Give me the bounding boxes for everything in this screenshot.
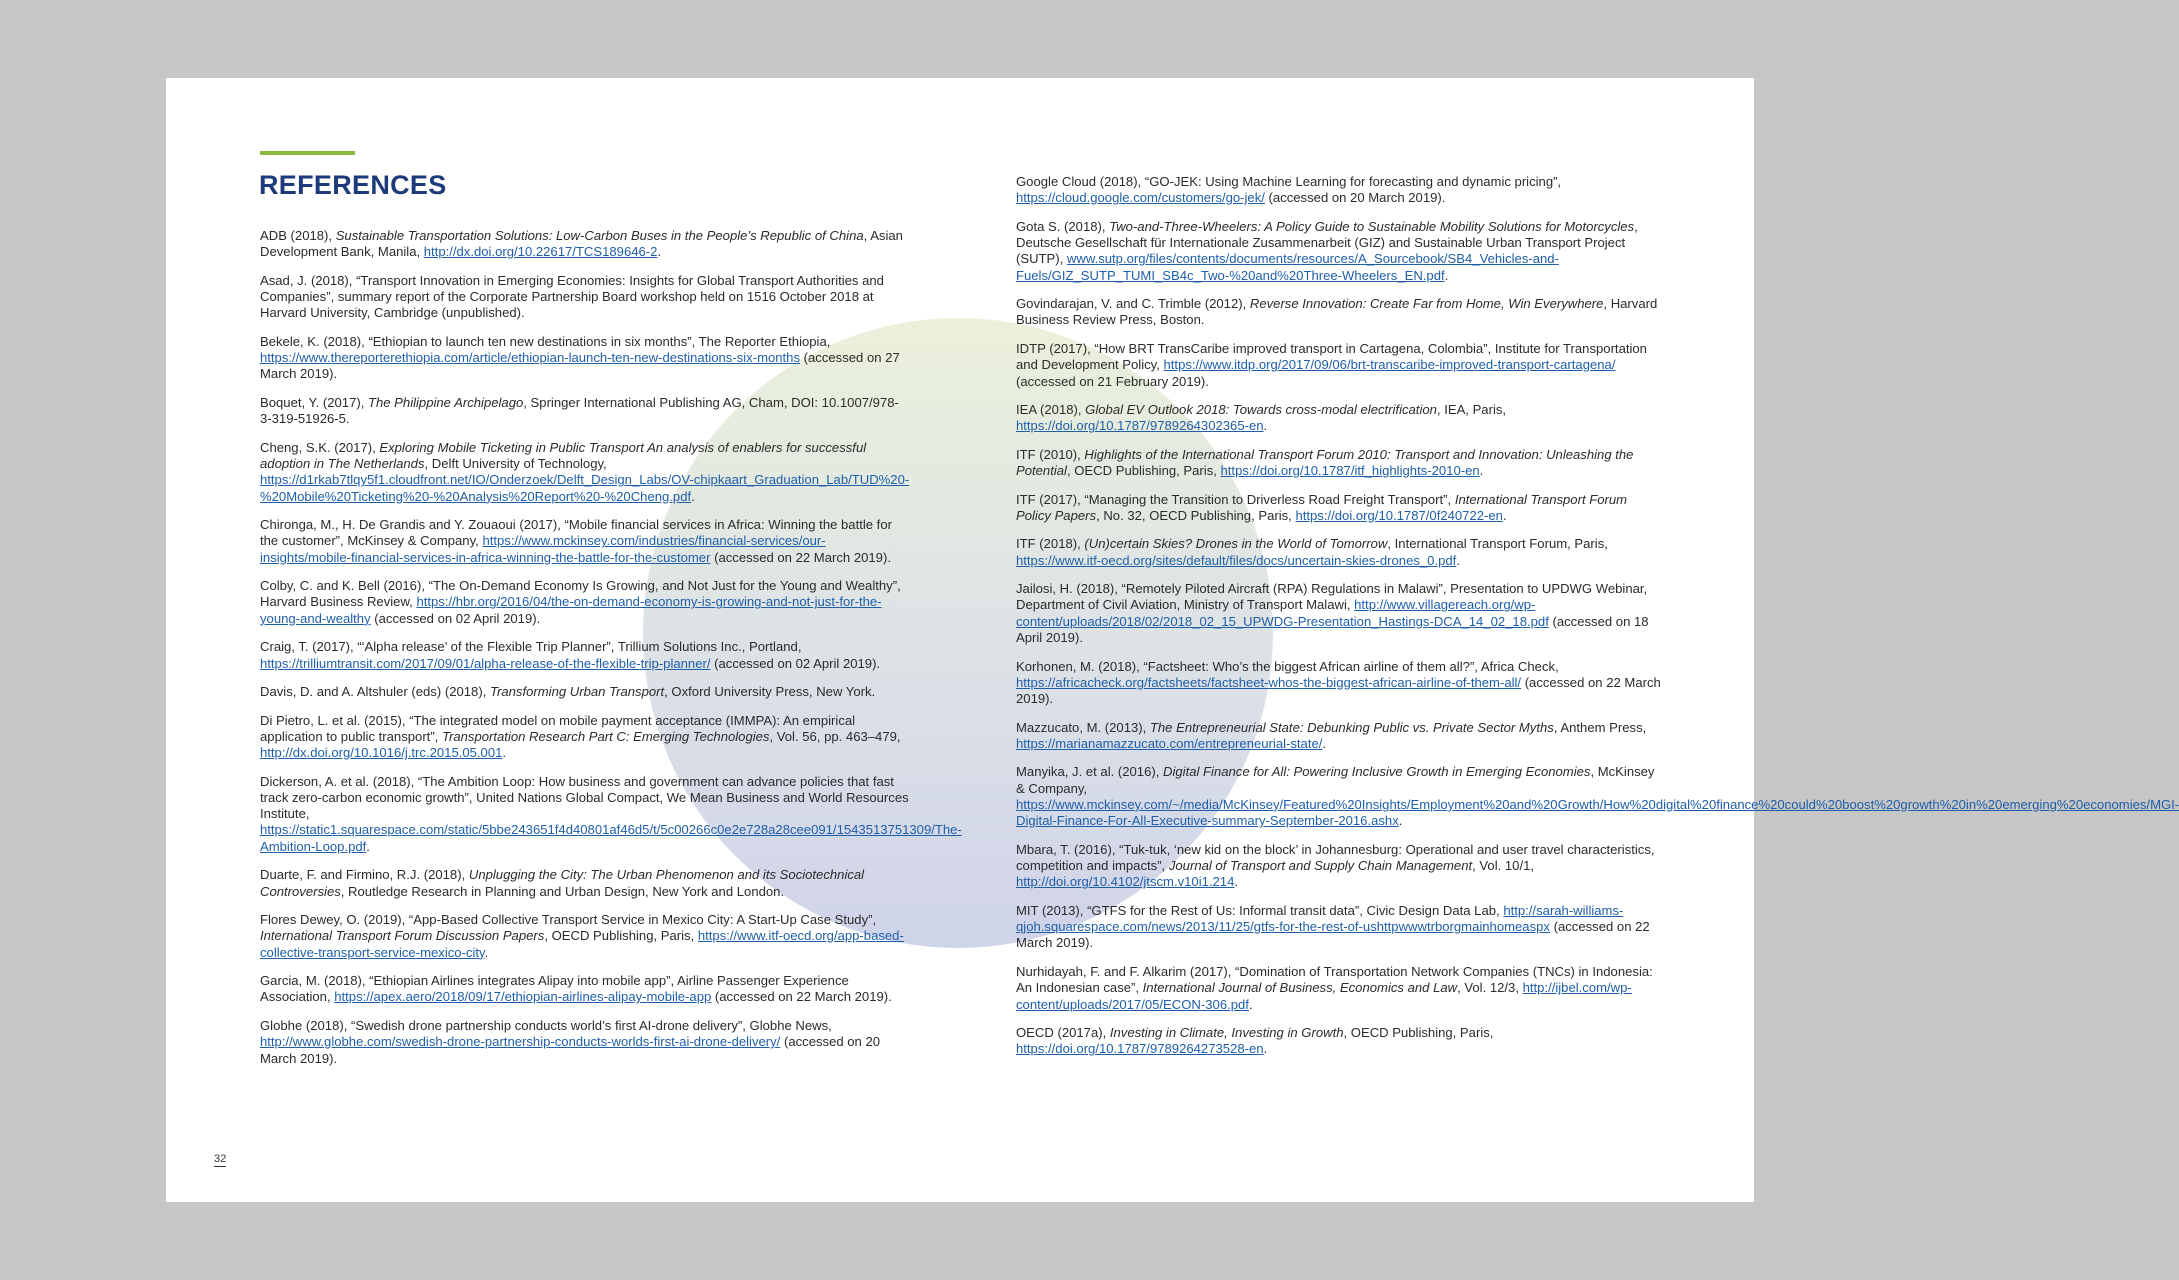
reference-title: The Entrepreneurial State: Debunking Public vs. Private Sector Myths bbox=[1149, 719, 1554, 735]
reference-title: Unplugging the City: The Urban Phenomenon and its Sociotechnical Controversies bbox=[260, 867, 865, 899]
reference-text: (accessed on 20 March 2019). bbox=[1264, 190, 1446, 206]
reference-title: Journal of Transport and Supply Chain Management bbox=[1168, 858, 1473, 874]
reference-link[interactable]: https://trilliumtransit.com/2017/09/01/alpha-release-of-the-flexible-trip-planner/ bbox=[260, 655, 711, 671]
reference-title: Highlights of the International Transport Forum 2010: Transport and Innovation: Unleashing the Potential bbox=[1016, 446, 1634, 479]
reference-text: . bbox=[1456, 552, 1460, 568]
reference-link[interactable]: https://d1rkab7tlqy5f1.cloudfront.net/IO/Onderzoek/Delft_Design_Labs/OV-chipkaart_Graduation_Lab/TUD%20-%20Mobile%20Ticketing%20-%20Analysis%20Report%20-%20Cheng.pdf bbox=[260, 472, 910, 504]
reference-text: Asad, J. (2018), “Transport Innovation in Emerging Economies: Insights for Global Transport Authorities and Companies”, summary report of the Corporate Partnership Board workshop held on 1516 October 2018 at Harvard University, Cambridge (unpublished). bbox=[260, 272, 884, 321]
reference-entry bbox=[260, 1018, 910, 1067]
reference-text: Korhonen, M. (2018), “Factsheet: Who’s the biggest African airline of them all?”, Africa Check, bbox=[1016, 658, 1559, 674]
reference-text: . bbox=[691, 488, 695, 504]
reference-text: , Delft University of Technology, bbox=[424, 456, 607, 472]
reference-text: . bbox=[1263, 1041, 1268, 1057]
reference-entry bbox=[1016, 174, 1664, 207]
reference-entry bbox=[1016, 720, 1664, 753]
reference-text: , International Transport Forum, Paris, bbox=[1387, 536, 1608, 552]
reference-text: , Springer International Publishing AG, Cham, DOI: 10.1007/978-3-319-51926-5. bbox=[260, 394, 899, 427]
reference-entry bbox=[1016, 659, 1664, 708]
references-column-left bbox=[260, 228, 962, 1079]
reference-text: Davis, D. and A. Altshuler (eds) (2018), bbox=[260, 684, 490, 700]
page-number: 32 bbox=[214, 1153, 227, 1165]
reference-text: Duarte, F. and Firmino, R.J. (2018), bbox=[260, 867, 469, 883]
reference-link[interactable]: https://doi.org/10.1787/0f240722-en bbox=[1295, 507, 1503, 523]
reference-text: , OECD Publishing, Paris, bbox=[1066, 463, 1221, 479]
reference-title: The Philippine Archipelago bbox=[367, 394, 524, 410]
reference-link[interactable]: http://dx.doi.org/10.1016/j.trc.2015.05.001 bbox=[260, 745, 503, 761]
reference-link[interactable]: https://www.itf-oecd.org/sites/default/files/docs/uncertain-skies-drones_0.pdf bbox=[1016, 552, 1457, 568]
reference-entry bbox=[260, 639, 910, 672]
reference-text: , Routledge Research in Planning and Urban Design, New York and London. bbox=[340, 883, 785, 899]
reference-text: . bbox=[1322, 735, 1327, 751]
reference-text: , Deutsche Gesellschaft für Internationale Zusammenarbeit (GIZ) and Sustainable Urban Transport Project (SUTP), bbox=[1016, 218, 1638, 267]
reference-entry bbox=[260, 973, 910, 1006]
reference-text: Gota S. (2018), bbox=[1016, 218, 1110, 234]
reference-text: Dickerson, A. et al. (2018), “The Ambition Loop: How business and government can advance policies that fast track zero-carbon economic growth”, United Nations Global Compact, We Mean Business and World Resources Institute, bbox=[260, 773, 909, 822]
heading-accent-rule bbox=[260, 151, 355, 155]
reference-title: Transportation Research Part C: Emerging Technologies bbox=[441, 728, 770, 744]
reference-text: Di Pietro, L. et al. (2015), “The integrated model on mobile payment acceptance (IMMPA): An empirical application to public transport”, bbox=[260, 712, 856, 744]
reference-entry bbox=[1016, 492, 1664, 525]
reference-text: . bbox=[1479, 463, 1484, 479]
reference-entry bbox=[260, 578, 910, 627]
reference-text: . bbox=[1248, 996, 1253, 1012]
reference-text: Flores Dewey, O. (2019), “App-Based Collective Transport Service in Mexico City: A Start-Up Case Study”, bbox=[260, 912, 877, 928]
reference-text: , Asian Development Bank, Manila, bbox=[260, 228, 903, 260]
reference-entry bbox=[260, 713, 910, 762]
reference-text: (accessed on 22 March 2019). bbox=[1016, 919, 1650, 951]
reference-text: (accessed on 22 March 2019). bbox=[710, 549, 891, 565]
reference-text: , Vol. 10/1, bbox=[1472, 858, 1535, 874]
reference-text: Manyika, J. et al. (2016), bbox=[1016, 764, 1164, 780]
reference-link[interactable]: https://hbr.org/2016/04/the-on-demand-economy-is-growing-and-not-just-for-the-young-and-wealthy bbox=[260, 594, 882, 626]
reference-title: Reverse Innovation: Create Far from Home, Win Everywhere bbox=[1249, 296, 1604, 312]
reference-text: Craig, T. (2017), “‘Alpha release’ of the Flexible Trip Planner”, Trillium Solutions Inc., Portland, bbox=[260, 639, 802, 655]
reference-text: , McKinsey & Company, bbox=[1016, 764, 1655, 796]
reference-entry bbox=[1016, 219, 1664, 284]
reference-text: (accessed on 02 April 2019). bbox=[370, 610, 541, 626]
reference-text: IEA (2018), bbox=[1016, 402, 1086, 418]
reference-entry bbox=[1016, 964, 1664, 1013]
reference-link[interactable]: http://ijbel.com/wp-content/uploads/2017/05/ECON-306.pdf bbox=[1016, 980, 1632, 1012]
reference-text: . bbox=[502, 745, 507, 761]
reference-entry bbox=[260, 517, 910, 566]
reference-title: Digital Finance for All: Powering Inclusive Growth in Emerging Economies bbox=[1163, 764, 1591, 780]
reference-link[interactable]: https://www.thereporterethiopia.com/article/ethiopian-launch-ten-new-destinations-six-months bbox=[260, 350, 801, 366]
reference-entry bbox=[260, 395, 910, 428]
reference-link[interactable]: http://doi.org/10.4102/jtscm.v10i1.214 bbox=[1016, 874, 1235, 890]
reference-entry bbox=[260, 273, 910, 322]
reference-entry bbox=[1016, 581, 1664, 646]
reference-text: , OECD Publishing, Paris, bbox=[1343, 1024, 1494, 1040]
reference-entry bbox=[1016, 402, 1664, 435]
reference-text: . bbox=[1502, 507, 1507, 523]
document-page bbox=[166, 78, 2179, 1202]
reference-text: ITF (2018), bbox=[1016, 536, 1085, 552]
reference-text: Jailosi, H. (2018), “Remotely Piloted Aircraft (RPA) Regulations in Malawi”, Presentation to UPDWG Webinar, Department of Civil Aviation, Ministry of Transport Malawi, bbox=[1016, 581, 1648, 613]
reference-text: (accessed on 02 April 2019). bbox=[710, 655, 881, 671]
reference-entry bbox=[260, 334, 910, 383]
reference-text: Google Cloud (2018), “GO-JEK: Using Machine Learning for forecasting and dynamic pricing”, bbox=[1016, 174, 1562, 189]
reference-text: . bbox=[1234, 874, 1239, 890]
reference-text: Nurhidayah, F. and F. Alkarim (2017), “Domination of Transportation Network Companies (TNCs) in Indonesia: An Indonesian case”, bbox=[1016, 963, 1653, 996]
reference-entry bbox=[1016, 536, 1664, 569]
references-column-right bbox=[1016, 174, 2179, 1070]
reference-text: , Harvard Business Review Press, Boston. bbox=[1016, 296, 1658, 328]
reference-text: , Vol. 12/3, bbox=[1457, 980, 1523, 996]
reference-text: ADB (2018), bbox=[260, 228, 336, 243]
reference-text: . bbox=[1263, 418, 1268, 434]
reference-entry bbox=[1016, 1025, 1664, 1058]
reference-link[interactable]: https://doi.org/10.1787/itf_highlights-2010-en bbox=[1220, 463, 1480, 479]
reference-text: ITF (2017), “Managing the Transition to Driverless Road Freight Transport”, bbox=[1016, 491, 1455, 507]
reference-entry bbox=[1016, 842, 1664, 891]
reference-text: (accessed on 18 April 2019). bbox=[1016, 613, 1649, 646]
reference-title: International Journal of Business, Economics and Law bbox=[1142, 980, 1458, 996]
reference-entry bbox=[1016, 764, 2179, 829]
reference-text: (accessed on 27 March 2019). bbox=[260, 350, 900, 382]
reference-text: , Anthem Press, bbox=[1553, 719, 1647, 735]
reference-text: (accessed on 22 March 2019). bbox=[711, 989, 892, 1005]
reference-text: IDTP (2017), “How BRT TransCaribe improved transport in Cartagena, Colombia”, Institute for Transportation and Development Policy, bbox=[1016, 340, 1647, 373]
reference-text: , IEA, Paris, bbox=[1436, 402, 1507, 418]
reference-title: International Transport Forum Policy Papers bbox=[1016, 491, 1628, 523]
reference-text: , OECD Publishing, Paris, bbox=[544, 928, 698, 944]
reference-text: Mazzucato, M. (2013), bbox=[1016, 719, 1150, 735]
reference-text: ITF (2010), bbox=[1016, 446, 1085, 462]
reference-text: (accessed on 20 March 2019). bbox=[260, 1034, 881, 1066]
reference-link[interactable]: http://sarah-williams-qjoh.squarespace.com/news/2013/11/25/gtfs-for-the-rest-of-ushttpwwwtrborgmainhomeaspx bbox=[1016, 902, 1624, 935]
reference-link[interactable]: www.sutp.org/files/contents/documents/resources/A_Sourcebook/SB4_Vehicles-and-Fuels/GIZ_SUTP_TUMI_SB4c_Two-%20and%20Three-Wheelers_EN.pdf bbox=[1016, 251, 1559, 283]
reference-link[interactable]: http://dx.doi.org/10.22617/TCS189646-2 bbox=[423, 244, 658, 260]
reference-link[interactable]: http://www.globhe.com/swedish-drone-partnership-conducts-worlds-first-ai-drone-delivery/ bbox=[260, 1034, 781, 1050]
reference-text: Govindarajan, V. and C. Trimble (2012), bbox=[1016, 296, 1250, 312]
reference-text: Bekele, K. (2018), “Ethiopian to launch ten new destinations in six months”, The Reporter Ethiopia, bbox=[260, 333, 831, 349]
reference-text: Garcia, M. (2018), “Ethiopian Airlines integrates Alipay into mobile app”, Airline Passenger Experience Association, bbox=[260, 973, 849, 1005]
reference-link[interactable]: https://www.itf-oecd.org/app-based-collective-transport-service-mexico-city bbox=[260, 928, 904, 960]
reference-text: Boquet, Y. (2017), bbox=[260, 394, 368, 410]
reference-link[interactable]: https://doi.org/10.1787/9789264302365-en bbox=[1016, 418, 1264, 434]
reference-text: Cheng, S.K. (2017), bbox=[260, 439, 380, 455]
reference-entry bbox=[260, 440, 910, 505]
reference-entry bbox=[260, 684, 910, 700]
reference-link[interactable]: https://cloud.google.com/customers/go-jek/ bbox=[1016, 190, 1265, 206]
reference-link[interactable]: https://marianamazzucato.com/entrepreneurial-state/ bbox=[1016, 735, 1323, 751]
reference-link[interactable]: https://apex.aero/2018/09/17/ethiopian-airlines-alipay-mobile-app bbox=[334, 989, 712, 1005]
reference-entry bbox=[260, 867, 910, 900]
reference-text: , No. 32, OECD Publishing, Paris, bbox=[1096, 507, 1296, 523]
reference-text: MIT (2013), “GTFS for the Rest of Us: Informal transit data”, Civic Design Data Lab, bbox=[1016, 902, 1504, 918]
reference-text: Colby, C. and K. Bell (2016), “The On-Demand Economy Is Growing, and Not Just for the Young and Wealthy”, Harvard Business Review, bbox=[260, 578, 901, 610]
reference-entry bbox=[260, 912, 910, 961]
reference-entry bbox=[260, 228, 910, 261]
reference-link[interactable]: https://static1.squarespace.com/static/5bbe243651f4d40801af46d5/t/5c00266c0e2e728a28cee091/1543513751309/The-Ambition-Loop.pdf bbox=[260, 822, 962, 854]
reference-text: . bbox=[657, 244, 662, 260]
reference-text: Mbara, T. (2016), “Tuk-tuk, ‘new kid on the block’ in Johannesburg: Operational and user travel characteristics, competition and impacts”, bbox=[1016, 841, 1655, 874]
reference-title: (Un)certain Skies? Drones in the World of Tomorrow bbox=[1084, 536, 1388, 552]
reference-entry bbox=[1016, 903, 1664, 952]
reference-text: (accessed on 22 March 2019). bbox=[1016, 674, 1661, 707]
reference-link[interactable]: https://africacheck.org/factsheets/factsheet-whos-the-biggest-african-airline-of-them-all/ bbox=[1016, 674, 1522, 690]
reference-text: OECD (2017a), bbox=[1016, 1024, 1110, 1040]
reference-title: Investing in Climate, Investing in Growth bbox=[1109, 1024, 1344, 1040]
reference-entry bbox=[1016, 447, 1664, 480]
reference-link[interactable]: https://www.itdp.org/2017/09/06/brt-transcaribe-improved-transport-cartagena/ bbox=[1163, 357, 1616, 373]
reference-title: Two-and-Three-Wheelers: A Policy Guide to Sustainable Mobility Solutions for Motorcycles bbox=[1109, 218, 1635, 234]
reference-title: Sustainable Transportation Solutions: Low-Carbon Buses in the People’s Republic of China bbox=[335, 228, 864, 243]
reference-text: . bbox=[484, 944, 489, 960]
reference-link[interactable]: http://www.villagereach.org/wp-content/uploads/2018/02/2018_02_15_UPWDG-Presentation_Hastings-DCA_14_02_18.pdf bbox=[1016, 597, 1549, 629]
reference-title: Exploring Mobile Ticketing in Public Transport An analysis of enablers for successful adoption in The Netherlands bbox=[260, 439, 867, 472]
reference-entry bbox=[1016, 341, 1664, 390]
page-title: REFERENCES bbox=[259, 170, 447, 200]
reference-entry bbox=[1016, 296, 1664, 329]
reference-link[interactable]: https://doi.org/10.1787/9789264273528-en bbox=[1016, 1041, 1264, 1057]
reference-link[interactable]: https://www.mckinsey.com/industries/financial-services/our-insights/mobile-financial-services-in-africa-winning-the-battle-for-the-customer bbox=[260, 533, 826, 565]
reference-text: . bbox=[1444, 267, 1449, 283]
reference-text: . bbox=[366, 838, 370, 854]
reference-title: Transforming Urban Transport bbox=[489, 684, 665, 700]
reference-link[interactable]: https://www.mckinsey.com/~/media/McKinsey/Featured%20Insights/Employment%20and%20Growth/How%20digital%20finance%20could%20boost%20growth%20in%20emerging%20economies/MGI-Digital-Finance-For-All-Executive-summary-September-2016.ashx bbox=[1016, 796, 2179, 829]
reference-text: . bbox=[1398, 813, 1403, 829]
reference-text: (accessed on 21 February 2019). bbox=[1016, 373, 1209, 389]
reference-title: Global EV Outlook 2018: Towards cross-modal electrification bbox=[1085, 402, 1437, 418]
reference-entry bbox=[260, 773, 962, 855]
reference-text: Globhe (2018), “Swedish drone partnership conducts world’s first AI-drone delivery”, Globhe News, bbox=[260, 1017, 832, 1033]
reference-text: , Vol. 56, pp. 463–479, bbox=[769, 728, 901, 744]
reference-text: , Oxford University Press, New York. bbox=[664, 684, 876, 700]
reference-title: International Transport Forum Discussion Papers bbox=[260, 928, 545, 944]
reference-text: Chironga, M., H. De Grandis and Y. Zouaoui (2017), “Mobile financial services in Africa: Winning the battle for the customer”, McKinsey & Company, bbox=[260, 517, 892, 549]
